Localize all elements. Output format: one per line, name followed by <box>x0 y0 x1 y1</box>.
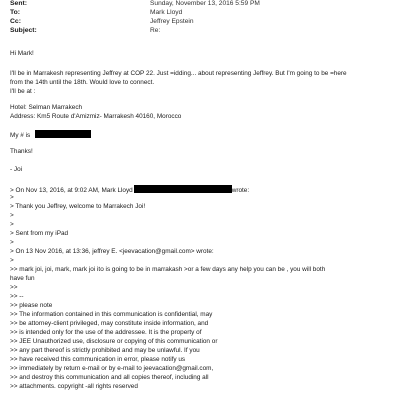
quoted-notice-line: >> have received this communication in error, please notify us <box>10 356 186 363</box>
body-line-3: I'll be at : <box>10 88 36 95</box>
quoted-notice-line: >> is intended only for the use of the addressee. It is the property of <box>10 329 202 336</box>
quoted-mark-line-2: have fun <box>10 275 35 282</box>
quoted-line: > <box>10 239 14 246</box>
address-line: Address: Km5 Route d'Amizmiz- Marrakesh 40160, Morocco <box>10 113 182 120</box>
hotel-line: Hotel: Selman Marrakech <box>10 104 83 111</box>
quoted-notice-line: >> any part thereof is strictly prohibited and may be unlawful. If you <box>10 347 200 354</box>
quoted-notice-line: >> The information contained in this communication is confidential, may <box>10 311 213 318</box>
quoted-mark-line-1: >> mark joi, joi, mark, mark joi ito is going to be in marrakash >or a few days any help you can be , you will both <box>10 266 326 273</box>
to-label: To: <box>10 9 21 16</box>
subject-label: Subject: <box>10 27 37 34</box>
quoted-notice-line: >> immediately by return e-mail or by e-mail to jeevacation@gmail.com, <box>10 365 214 372</box>
body-line-1: I'll be in Marrakesh representing Jeffrey at COP 22. Just =idding... about representing Jeffrey. But I'm going to be =here <box>10 70 347 77</box>
quoted-line: > <box>10 221 14 228</box>
phone-line <box>10 130 91 141</box>
quoted-line: >> <box>10 284 18 291</box>
quoted-on-prefix: > On Nov 13, 2016, at 9:02 AM, Mark Lloyd <box>10 187 133 194</box>
quoted-sent-from: > Sent from my iPad <box>10 230 69 237</box>
subject-value: Re: <box>150 27 161 34</box>
phone-label: My # is <box>10 132 31 139</box>
redaction-box <box>134 185 232 193</box>
quoted-notice-line: >> be attorney-client privileged, may constitute inside information, and <box>10 320 209 327</box>
sent-label: Sent: <box>10 0 27 7</box>
to-value: Mark Lloyd <box>150 9 183 16</box>
quoted-on-suffix: wrote: <box>231 187 250 194</box>
quoted-on13-line: > On 13 Nov 2016, at 13:36, jeffrey E. <jeevacation@gmail.com> wrote: <box>10 248 214 255</box>
body-line-2: from the 14th until the 18th. Would love to connect. <box>10 79 155 86</box>
quoted-notice-line: >> JEE Unauthorized use, disclosure or copying of this communication or <box>10 338 218 345</box>
quoted-please-note: >> please note <box>10 302 53 309</box>
quoted-thanks: > Thank you Jeffrey, welcome to Marrakech Joi! <box>10 203 146 210</box>
cc-label: Cc: <box>10 18 21 25</box>
sent-value: Sunday, November 13, 2016 5:59 PM <box>150 0 260 7</box>
cc-value: Jeffrey Epstein <box>150 18 194 25</box>
greeting: Hi Mark! <box>10 50 34 57</box>
quoted-on-line <box>10 185 249 196</box>
redaction-box <box>35 130 91 138</box>
signoff-line: - Joi <box>10 166 23 173</box>
quoted-notice-line: >> attachments. copyright -all rights reserved <box>10 383 138 390</box>
thanks-line: Thanks! <box>10 148 33 155</box>
quoted-line: > <box>10 257 14 264</box>
quoted-line: > <box>10 212 14 219</box>
quoted-dash: >> -- <box>10 293 24 300</box>
quoted-notice-line: >> and destroy this communication and all copies thereof, including all <box>10 374 209 381</box>
quoted-line: > <box>10 194 14 201</box>
